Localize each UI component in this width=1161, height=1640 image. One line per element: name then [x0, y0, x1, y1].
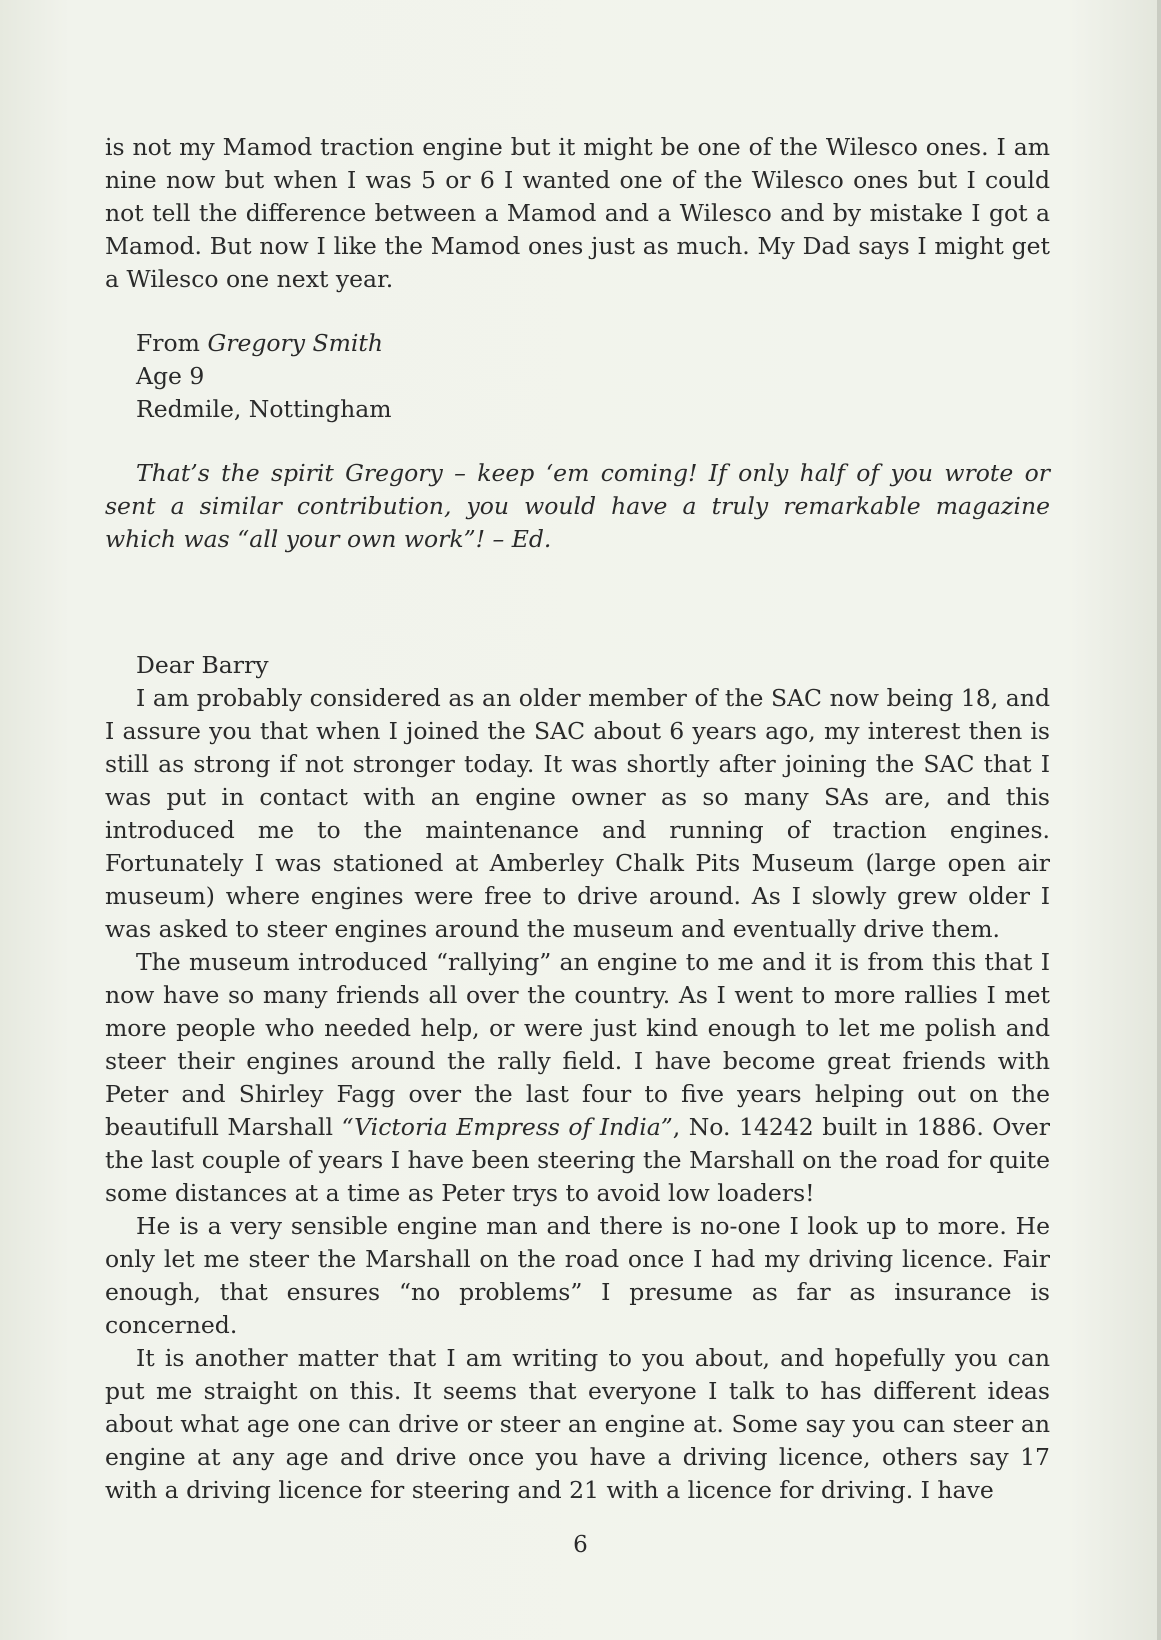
editor-note: That’s the spirit Gregory – keep ‘em coming! If only half of you wrote or sent a similar contribution, you would have a truly remarkable magazine which was “all your own work”! – Ed. — [105, 459, 1050, 553]
sender-name: Gregory Smith — [207, 329, 384, 357]
letter-paragraph-1: I am probably considered as an older member of the SAC now being 18, and I assure you that when I joined the SAC about 6 years ago, my interest then is still as strong if not stronger today. It was shortly after joining the SAC that I was put in contact with an engine owner as so many SAs are, and this introduced me to the maintenance and running of traction engines. Fortunately I was stationed at Amberley Chalk Pits Museum (large open air museum) where engines were free to drive around. As I slowly grew older I was asked to steer engines around the museum and eventually drive them. — [105, 684, 1050, 943]
sender-age: Age 9 — [136, 362, 205, 390]
sender-place: Redmile, Nottingham — [136, 395, 392, 423]
page-content — [105, 131, 1050, 1507]
letter-paragraph-3: He is a very sensible engine man and there is no-one I look up to more. He only let me steer the Marshall on the road once I had my driving licence. Fair enough, that ensures “no problems” I presume as far as insurance is concerned. — [105, 1212, 1050, 1339]
signature-from — [136, 327, 1050, 360]
p2-text-a: The museum introduced “rallying” an engine to me and it is from this that I now have so many friends all over the country. As I went to more rallies I met more people who needed help, or were just kind enough to let me polish and steer their engines around the rally field. I have become great friends with Peter and Shirley Fagg over the last four to five years helping out on the beautifull Marshall — [105, 948, 1050, 1141]
from-label: From — [136, 329, 208, 357]
letter-paragraph-2 — [105, 946, 1050, 1210]
letter-continuation: is not my Mamod traction engine but it might be one of the Wilesco ones. I am nine now but when I was 5 or 6 I wanted one of the Wilesco ones but I could not tell the difference between a Mamod and a Wilesco and by mistake I got a Mamod. But now I like the Mamod ones just as much. My Dad says I might get a Wilesco one next year. — [105, 133, 1050, 293]
letter-paragraph-4: It is another matter that I am writing to you about, and hopefully you can put me straight on this. It seems that everyone I talk to has different ideas about what age one can drive or steer an engine at. Some say you can steer an engine at any age and drive once you have a driving licence, others say 17 with a driving licence for steering and 21 with a licence for driving. I have — [105, 1344, 1050, 1504]
page-edge — [1157, 0, 1161, 1640]
signature-block — [136, 327, 1050, 426]
salutation: Dear Barry — [136, 651, 269, 679]
p2-text-b: , No. 14242 built in 1886. Over the last couple of years I have been steering the Marshall on the road for quite some distances at a time as Peter trys to avoid low loaders! — [105, 1113, 1050, 1207]
engine-name: “Victoria Empress of India” — [341, 1113, 673, 1141]
page-number: 6 — [573, 1532, 588, 1558]
